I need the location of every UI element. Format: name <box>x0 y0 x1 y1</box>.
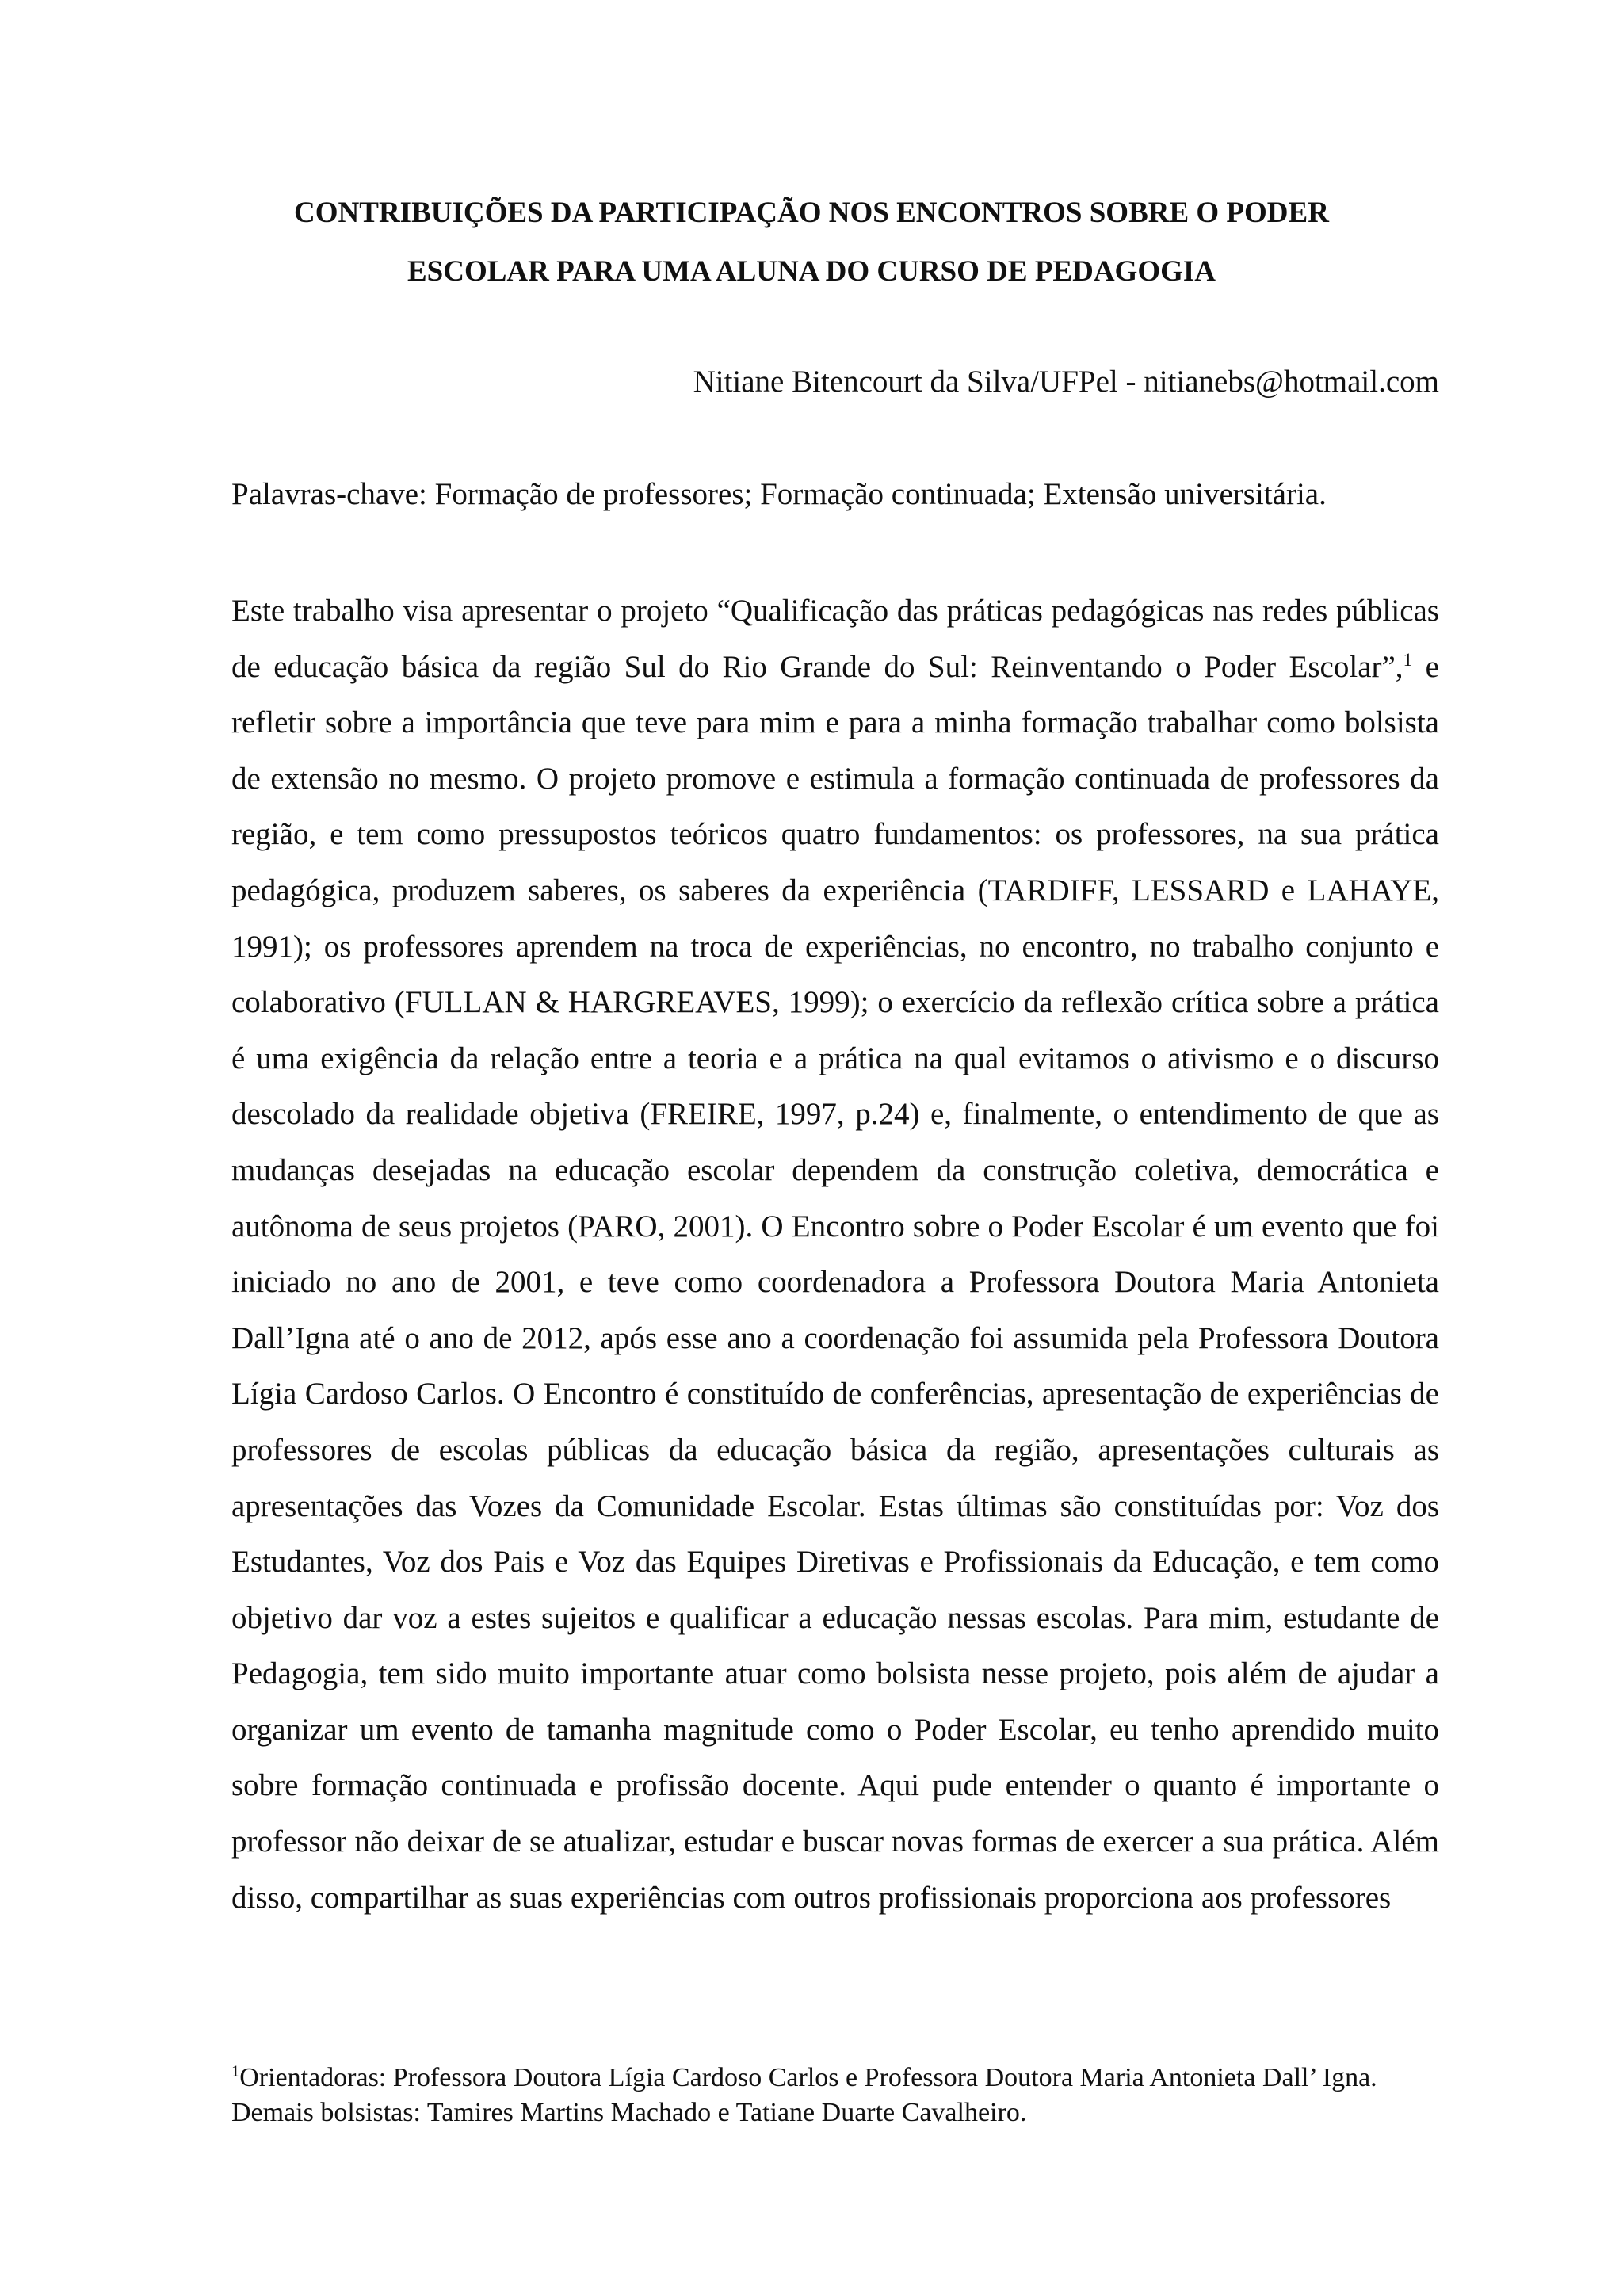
title-line-1: CONTRIBUIÇÕES DA PARTICIPAÇÃO NOS ENCONTROS SOBRE O PODER <box>294 197 1329 229</box>
document-title <box>182 184 1441 301</box>
footnote <box>231 2061 1439 2130</box>
footnote-marker: 1 <box>231 2062 240 2080</box>
author-line: Nitiane Bitencourt da Silva/UFPel - nitianebs@hotmail.com <box>693 365 1439 399</box>
footnote-text: Orientadoras: Professora Doutora Lígia Cardoso Carlos e Professora Doutora Maria Antonieta Dall’ Igna. Demais bolsistas: Tamires Martins Machado e Tatiane Duarte Cavalheiro. <box>231 2063 1377 2127</box>
footnote-reference: 1 <box>1403 649 1413 670</box>
body-paragraph <box>231 583 1439 1926</box>
keywords-line: Palavras-chave: Formação de professores; Formação continuada; Extensão universitária. <box>231 477 1327 511</box>
body-text-part-1: Este trabalho visa apresentar o projeto “Qualificação das práticas pedagógicas nas redes públicas de educação básica da região Sul do Rio Grande do Sul: Reinventando o Poder Escolar”, <box>231 594 1439 684</box>
body-text-part-2: e refletir sobre a importância que teve para mim e para a minha formação trabalhar como bolsista de extensão no mesmo. O projeto promove e estimula a formação continuada de professores da região, e tem como pressupostos teóricos quatro fundamentos: os professores, na sua prática pedagógica, produzem saberes, os saberes da experiência (TARDIFF, LESSARD e LAHAYE, 1991); os professores aprendem na troca de experiências, no encontro, no trabalho conjunto e colaborativo (FULLAN & HARGREAVES, 1999); o exercício da reflexão crítica sobre a prática é uma exigência da relação entre a teoria e a prática na qual evitamos o ativismo e o discurso descolado da realidade objetiva (FREIRE, 1997, p.24) e, finalmente, o entendimento de que as mudanças desejadas na educação escolar dependem da construção coletiva, democrática e autônoma de seus projetos (PARO, 2001). O Encontro sobre o Poder Escolar é um evento que foi iniciado no ano de 2001, e teve como coordenadora a Professora Doutora Maria Antonieta Dall’Igna até o ano de 2012, após esse ano a coordenação foi assumida pela Professora Doutora Lígia Cardoso Carlos. O Encontro é constituído de conferências, apresentação de experiências de professores de escolas públicas da educação básica da região, apresentações culturais as apresentações das Vozes da Comunidade Escolar. Estas últimas são constituídas por: Voz dos Estudantes, Voz dos Pais e Voz das Equipes Diretivas e Profissionais da Educação, e tem como objetivo dar voz a estes sujeitos e qualificar a educação nessas escolas. Para mim, estudante de Pedagogia, tem sido muito importante atuar como bolsista nesse projeto, pois além de ajudar a organizar um evento de tamanha magnitude como o Poder Escolar, eu tenho aprendido muito sobre formação continuada e profissão docente. Aqui pude entender o quanto é importante o professor não deixar de se atualizar, estudar e buscar novas formas de exercer a sua prática. Além disso, compartilhar as suas experiências com outros profissionais proporciona aos professores <box>231 649 1439 1915</box>
title-line-2: ESCOLAR PARA UMA ALUNA DO CURSO DE PEDAGOGIA <box>407 255 1216 288</box>
